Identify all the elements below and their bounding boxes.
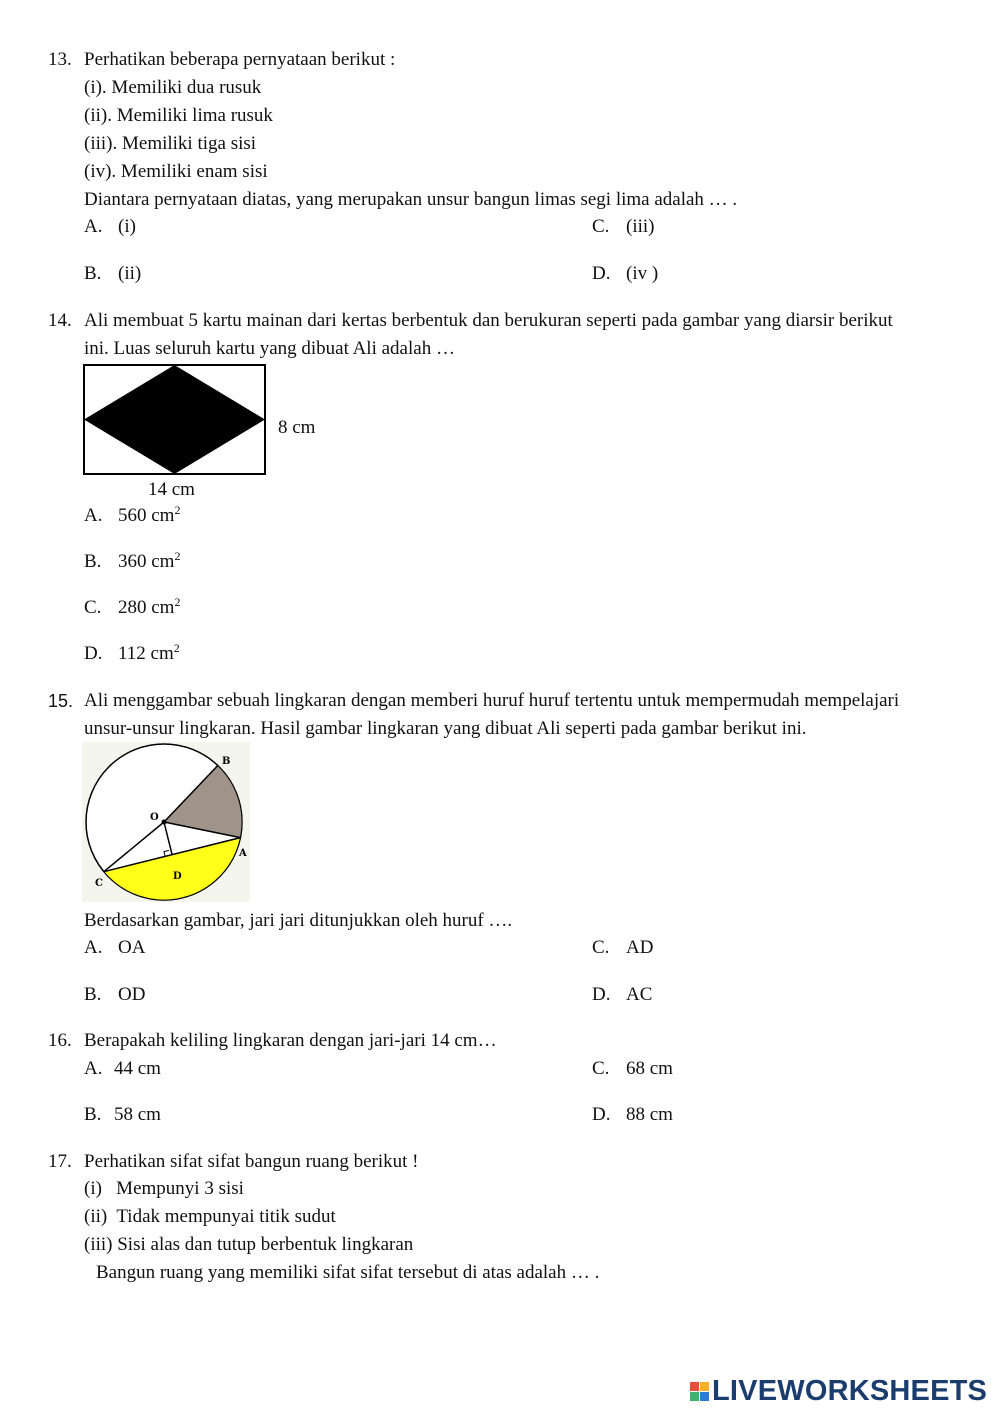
logo-mark-icon [690, 1382, 709, 1401]
option-letter: B. [84, 984, 102, 1005]
q13-question: Diantara pernyataan diatas, yang merupakan unsur bangun limas segi lima adalah … . [84, 189, 738, 210]
option-value: 280 [118, 597, 147, 618]
option-unit: cm [151, 597, 175, 618]
liveworksheets-logo[interactable] [690, 1374, 987, 1408]
option-unit: cm [150, 643, 174, 664]
q13-statement-1: (i). Memiliki dua rusuk [84, 77, 262, 98]
option-letter: A. [84, 1058, 103, 1079]
logo-square-icon [700, 1392, 709, 1401]
option-value: 560 [118, 505, 147, 526]
q13-option-d[interactable] [592, 262, 658, 286]
option-letter: D. [592, 984, 611, 1005]
option-text: 68 cm [626, 1058, 673, 1079]
q17-number: 17. [48, 1151, 72, 1172]
option-letter: B. [84, 551, 102, 572]
option-letter: B. [84, 263, 102, 284]
q13-option-a[interactable] [84, 215, 136, 239]
center-point [162, 820, 167, 825]
q16-number: 16. [48, 1030, 72, 1051]
q14-option-b[interactable] [84, 550, 180, 574]
option-letter: C. [84, 597, 102, 618]
q14-number: 14. [48, 310, 72, 331]
q15-option-d[interactable] [592, 983, 652, 1007]
q13-stem: Perhatikan beberapa pernyataan berikut : [84, 49, 396, 70]
option-text: 58 cm [114, 1104, 161, 1125]
circle-diagram [82, 742, 250, 902]
q16-option-b[interactable] [84, 1103, 161, 1127]
q17-statement-1: (i) Mempunyi 3 sisi [84, 1178, 244, 1199]
option-exponent: 2 [174, 595, 181, 609]
option-letter: B. [84, 1104, 102, 1125]
option-text: (ii) [118, 263, 142, 284]
option-text: AC [626, 984, 653, 1005]
q13-statement-3: (iii). Memiliki tiga sisi [84, 133, 257, 154]
q14-width-label: 14 cm [148, 479, 195, 500]
option-value: 360 [118, 551, 147, 572]
q14-option-a[interactable] [84, 504, 180, 528]
label-a: A [239, 848, 247, 859]
option-unit: cm [151, 505, 175, 526]
option-text: OA [118, 937, 146, 958]
option-text: 44 cm [114, 1058, 161, 1079]
option-text: 88 cm [626, 1104, 673, 1125]
rhombus-card-figure [82, 363, 268, 477]
q16-stem: Berapakah keliling lingkaran dengan jari-jari 14 cm… [84, 1030, 497, 1051]
q15-stem-line-1: Ali menggambar sebuah lingkaran dengan memberi huruf huruf tertentu untuk mempermudah mempelajari [84, 690, 900, 711]
logo-square-icon [690, 1392, 699, 1401]
option-letter: A. [84, 216, 103, 237]
option-letter: D. [84, 643, 103, 664]
q14-stem-line-1: Ali membuat 5 kartu mainan dari kertas berbentuk dan berukuran seperti pada gambar yang diarsir berikut [84, 310, 893, 331]
option-letter: C. [592, 1058, 610, 1079]
option-text: (i) [118, 216, 136, 237]
q14-option-d[interactable] [84, 642, 180, 666]
logo-square-icon [690, 1382, 699, 1391]
logo-text: LIVEWORKSHEETS [712, 1374, 988, 1407]
q16-option-a[interactable] [84, 1057, 161, 1081]
option-text: (iv ) [626, 263, 659, 284]
q17-statement-2: (ii) Tidak mempunyai titik sudut [84, 1206, 336, 1227]
logo-square-icon [700, 1382, 709, 1391]
option-exponent: 2 [174, 503, 181, 517]
q15-number: 15. [48, 691, 74, 711]
q15-stem-line-2: unsur-unsur lingkaran. Hasil gambar lingkaran yang dibuat Ali seperti pada gambar berikut ini. [84, 718, 807, 739]
q15-option-c[interactable] [592, 936, 653, 960]
option-text: (iii) [626, 216, 655, 237]
q13-statement-4: (iv). Memiliki enam sisi [84, 161, 268, 182]
option-letter: A. [84, 937, 103, 958]
q16-option-c[interactable] [592, 1057, 673, 1081]
q14-height-label: 8 cm [278, 417, 316, 438]
q15-option-a[interactable] [84, 936, 145, 960]
option-letter: D. [592, 1104, 611, 1125]
q17-question: Bangun ruang yang memiliki sifat sifat tersebut di atas adalah … . [96, 1262, 600, 1283]
q13-option-c[interactable] [592, 215, 655, 239]
q14-option-c[interactable] [84, 596, 180, 620]
option-text: OD [118, 984, 146, 1005]
option-exponent: 2 [173, 641, 180, 655]
option-value: 112 [118, 643, 146, 664]
label-o: O [150, 812, 159, 823]
option-letter: C. [592, 216, 610, 237]
option-text: AD [626, 937, 654, 958]
q16-option-d[interactable] [592, 1103, 673, 1127]
label-b: B [222, 756, 231, 767]
q13-option-b[interactable] [84, 262, 141, 286]
label-c: C [95, 878, 103, 889]
q14-stem-line-2: ini. Luas seluruh kartu yang dibuat Ali adalah … [84, 338, 455, 359]
option-letter: D. [592, 263, 611, 284]
q13-number: 13. [48, 49, 72, 70]
q17-statement-3: (iii) Sisi alas dan tutup berbentuk lingkaran [84, 1234, 414, 1255]
option-letter: A. [84, 505, 103, 526]
option-exponent: 2 [174, 549, 181, 563]
q13-statement-2: (ii). Memiliki lima rusuk [84, 105, 273, 126]
q15-option-b[interactable] [84, 983, 145, 1007]
option-unit: cm [151, 551, 175, 572]
option-letter: C. [592, 937, 610, 958]
q15-question: Berdasarkan gambar, jari jari ditunjukkan oleh huruf …. [84, 910, 513, 931]
q17-stem: Perhatikan sifat sifat bangun ruang berikut ! [84, 1151, 419, 1172]
label-d: D [173, 871, 182, 882]
